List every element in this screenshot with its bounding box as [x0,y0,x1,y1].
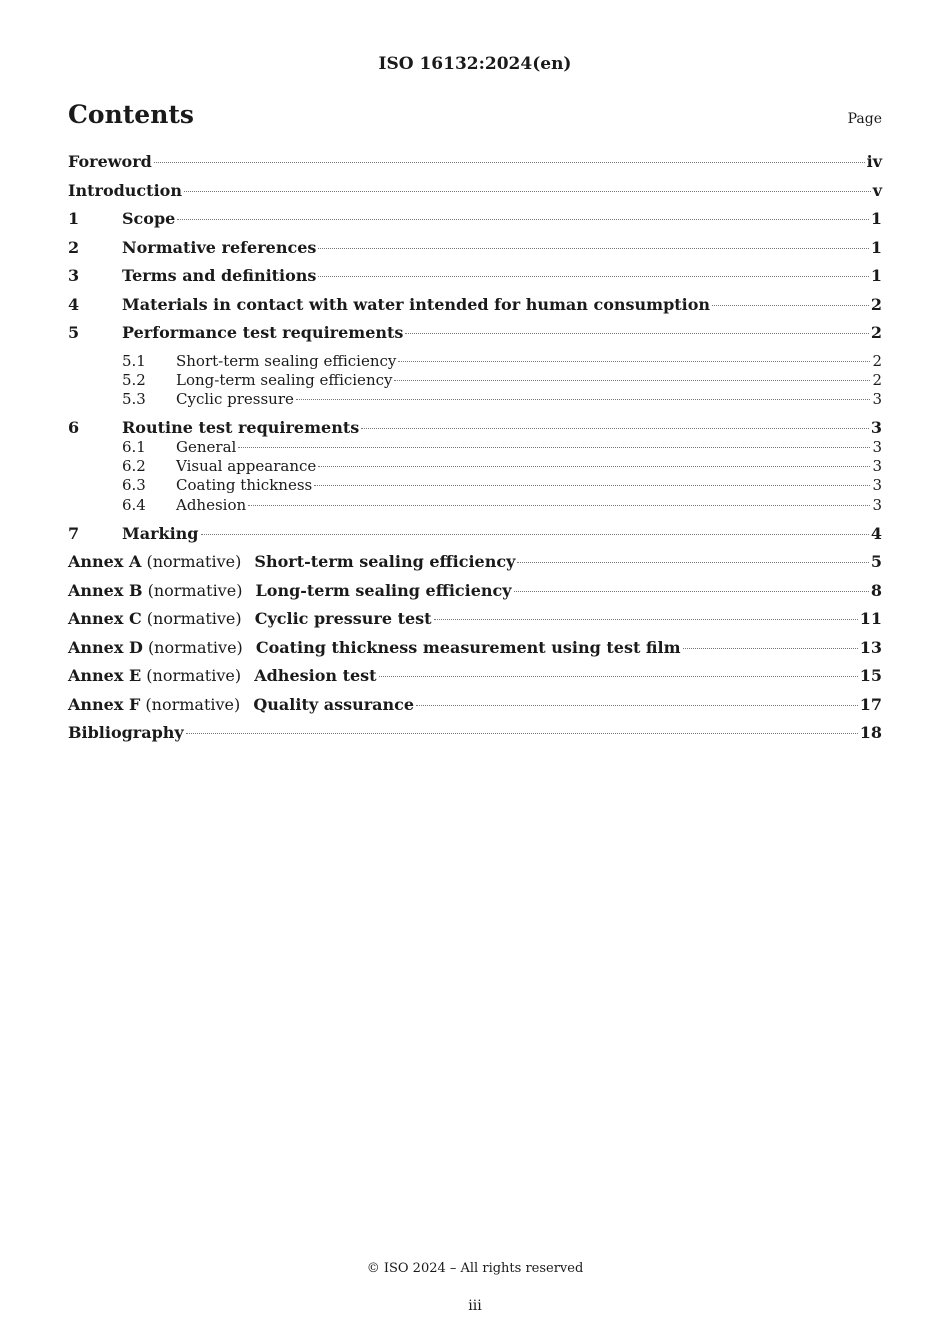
toc-entry-title: Terms and definitions [122,266,317,285]
toc-entry-title: Routine test requirements [122,418,360,438]
contents-heading-row [68,100,882,129]
document-id: ISO 16132:2024(en) [378,54,572,74]
toc-entry-number: 6.4 [122,495,146,514]
toc-entry-title: Visual appearance [176,456,317,475]
dot-leader [405,333,868,334]
footer-copyright: © ISO 2024 – All rights reserved [366,1261,584,1276]
toc-annex-label [68,581,512,600]
toc-entry-page: 3 [872,456,882,475]
toc-entry-number: 5.2 [122,370,146,389]
annex-kind: (normative) [145,694,241,714]
toc-entry-page: 1 [870,237,882,257]
annex-title: Coating thickness measurement using test film [255,637,681,657]
toc-entry-page: 8 [870,580,882,600]
toc-subentry-6-1[interactable] [68,438,882,457]
toc-entry-title: Foreword [68,152,152,171]
toc-entry-title: Cyclic pressure [176,390,294,409]
toc-entry-page: 3 [872,390,882,409]
toc-entry-terms-and-definitions[interactable] [68,266,882,295]
toc-entry-page: 2 [870,323,882,342]
annex-title: Short-term sealing efficiency [254,552,516,572]
toc-entry-number: 6.3 [122,476,146,495]
toc-entry-page: 5 [870,552,882,572]
dot-leader [712,305,869,306]
toc-entry-number: 7 [68,523,80,543]
toc-entry-page: 13 [859,637,882,657]
toc-annex-a[interactable] [68,552,882,581]
page-column-label: Page [847,111,882,127]
annex-kind: (normative) [146,666,242,686]
toc-entry-page: 3 [870,418,882,438]
toc-entry-title: Short-term sealing efficiency [176,351,397,370]
toc-subentry-5-3[interactable] [68,390,882,409]
toc-entry-title: Bibliography [68,723,184,743]
annex-id: Annex F [68,694,141,714]
toc-entry-page: 1 [870,266,882,285]
toc-entry-routine-test-requirements[interactable] [68,418,882,437]
toc-entry-page: 17 [859,694,882,714]
dot-leader [184,191,871,192]
toc-entry-number: 6.1 [122,437,146,456]
toc-entry-title: Materials in contact with water intended for human consumption [122,294,711,314]
footer-page-number: iii [468,1298,482,1314]
dot-leader [248,505,870,506]
dot-leader [514,591,869,592]
toc-entry-number: 5.3 [122,390,146,409]
toc-entry-page: 2 [872,370,882,389]
toc-entry-number: 1 [68,209,80,228]
toc-entry-title: Normative references [122,237,317,257]
toc-entry-page: 3 [872,495,882,514]
annex-kind: (normative) [146,609,242,629]
toc-subentry-6-3[interactable] [68,476,882,495]
toc-entry-page: 18 [859,723,882,743]
dot-leader [186,733,858,734]
dot-leader [394,380,870,381]
toc-subentry-6-4[interactable] [68,496,882,515]
toc-entry-bibliography[interactable] [68,723,882,752]
toc-annex-label [68,638,681,657]
toc-entry-number: 4 [68,294,80,314]
toc-entry-page: iv [866,152,882,171]
toc-entry-title: Scope [122,209,176,228]
dot-leader [318,248,868,249]
dot-leader [314,485,870,486]
toc-entry-normative-references[interactable] [68,238,882,267]
toc-entry-page: 3 [872,437,882,456]
toc-entry-scope[interactable] [68,209,882,238]
toc-entry-number: 6 [68,418,80,438]
toc-entry-page: 4 [870,523,882,543]
annex-title: Cyclic pressure test [254,609,432,629]
toc-entry-title: Long-term sealing efficiency [176,370,393,389]
dot-leader [177,219,869,220]
toc-entry-marking[interactable] [68,524,882,553]
annex-id: Annex B [68,580,143,600]
dot-leader [318,276,868,277]
toc-annex-b[interactable] [68,581,882,610]
annex-title: Quality assurance [253,694,415,714]
toc-entry-foreword[interactable] [68,152,882,181]
dot-leader [517,562,868,563]
dot-leader [379,676,858,677]
toc-entry-page: 1 [870,209,882,228]
annex-kind: (normative) [147,637,243,657]
table-of-contents [68,152,882,752]
toc-entry-performance-test-requirements[interactable] [68,323,882,352]
toc-entry-title: Introduction [68,180,182,200]
annex-kind: (normative) [147,580,243,600]
contents-title: Contents [68,100,195,129]
annex-id: Annex D [68,637,143,657]
toc-entry-title: General [176,437,237,456]
toc-annex-label [68,695,414,714]
toc-subentry-6-2[interactable] [68,457,882,476]
dot-leader [434,619,858,620]
toc-entry-title: Marking [122,523,199,543]
toc-annex-label [68,552,515,571]
dot-leader [238,447,870,448]
toc-entry-number: 5.1 [122,351,146,370]
dot-leader [398,361,870,362]
toc-entry-page: 11 [859,609,882,629]
toc-entry-title: Coating thickness [176,476,313,495]
annex-title: Long-term sealing efficiency [255,580,512,600]
toc-entry-number: 3 [68,266,80,285]
toc-entry-page: v [872,180,882,200]
toc-entry-title: Performance test requirements [122,323,404,342]
toc-entry-number: 2 [68,237,80,257]
toc-entry-page: 3 [872,476,882,495]
toc-entry-number: 6.2 [122,456,146,475]
annex-id: Annex A [68,552,142,572]
annex-kind: (normative) [146,552,242,572]
dot-leader [683,648,858,649]
toc-annex-e[interactable] [68,666,882,695]
dot-leader [296,399,871,400]
dot-leader [154,162,865,163]
dot-leader [361,428,869,429]
toc-entry-page: 2 [872,351,882,370]
dot-leader [416,705,858,706]
toc-annex-label [68,666,377,685]
toc-annex-label [68,609,432,628]
toc-entry-page: 15 [859,666,882,686]
annex-id: Annex C [68,609,142,629]
annex-id: Annex E [68,666,142,686]
toc-annex-c[interactable] [68,609,882,638]
dot-leader [201,534,869,535]
toc-subentry-5-2[interactable] [68,371,882,390]
toc-annex-d[interactable] [68,638,882,667]
toc-entry-number: 5 [68,323,80,342]
toc-entry-introduction[interactable] [68,181,882,210]
dot-leader [318,466,870,467]
annex-title: Adhesion test [254,666,377,686]
toc-entry-materials[interactable] [68,295,882,324]
toc-annex-f[interactable] [68,695,882,724]
toc-entry-page: 2 [870,294,882,314]
toc-subentry-5-1[interactable] [68,352,882,371]
toc-entry-title: Adhesion [176,495,247,514]
